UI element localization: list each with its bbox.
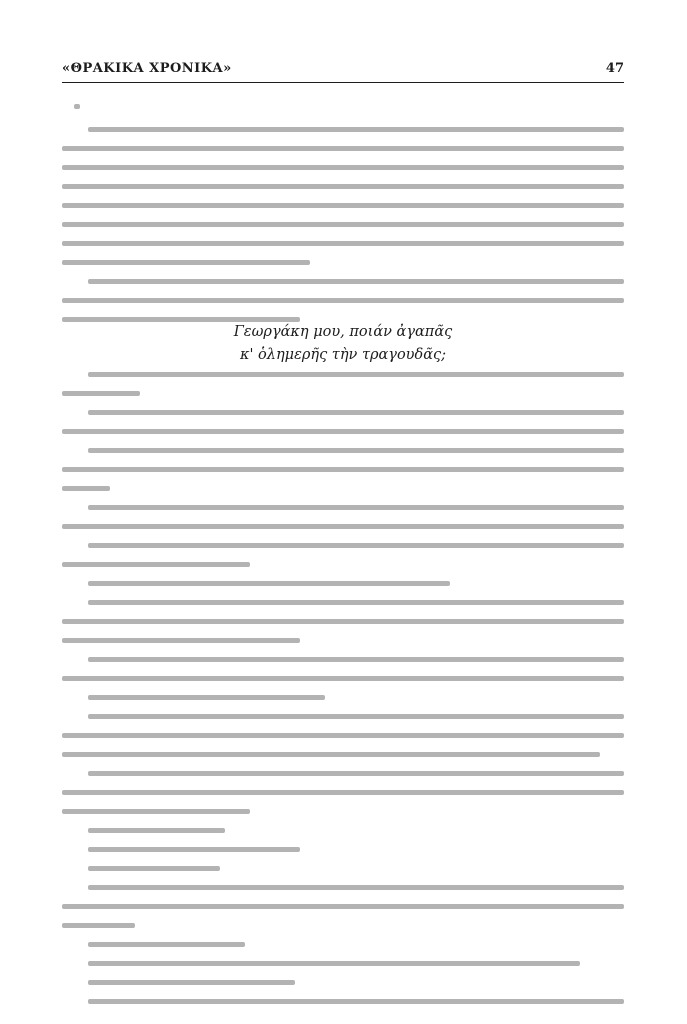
text-line [62,203,624,208]
text-line [88,127,624,132]
text-line [62,317,300,322]
text-line [62,146,624,151]
text-line [62,165,624,170]
text-line [62,619,624,624]
text-line [62,676,624,681]
text-line [62,429,624,434]
text-line [88,885,624,890]
text-line [88,657,624,662]
text-line [62,467,624,472]
text-line [62,222,624,227]
text-line [62,562,250,567]
text-line [88,695,325,700]
text-line [88,961,580,966]
text-line [88,866,220,871]
text-line [88,980,295,985]
text-line [62,923,135,928]
text-line [62,241,624,246]
text-line [88,847,300,852]
text-line [62,790,624,795]
text-line [88,942,245,947]
text-line [62,260,310,265]
journal-title: «ΘΡΑΚΙΚΑ ΧΡΟΝΙΚΑ» [62,61,232,76]
verse-line-1: Γεωργάκη μου, ποιάν ἀγαπᾶς [233,324,453,340]
text-line [88,543,624,548]
text-line [62,298,624,303]
text-line [88,279,624,284]
text-line [88,828,225,833]
text-line [62,733,624,738]
text-line [88,448,624,453]
text-line [62,486,110,491]
ellipsis-marker [74,104,80,109]
text-line [62,809,250,814]
text-line [88,999,624,1004]
text-line [62,752,600,757]
text-line [88,714,624,719]
verse-line-2: κ' ὁλημερῆς τὴν τραγουδᾶς; [239,347,447,363]
text-line [62,184,624,189]
text-line [88,600,624,605]
page-number: 47 [605,61,624,76]
text-line [88,505,624,510]
text-line [62,391,140,396]
text-line [62,904,624,909]
text-line [88,581,450,586]
text-line [88,771,624,776]
text-line [88,372,624,377]
text-line [62,638,300,643]
text-line [62,524,624,529]
text-line [88,410,624,415]
